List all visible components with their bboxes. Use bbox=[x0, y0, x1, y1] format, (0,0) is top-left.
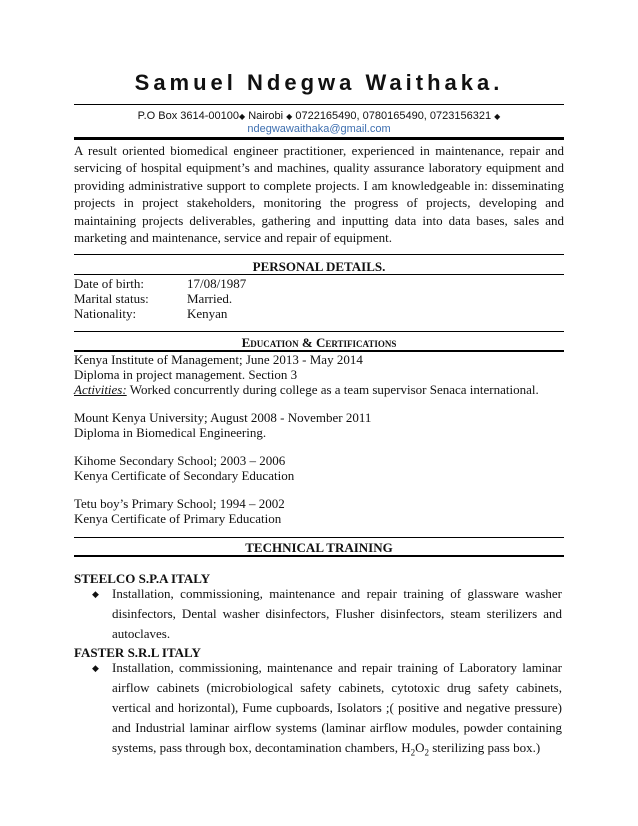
marital-value: Married. bbox=[187, 291, 233, 306]
training-rule-top bbox=[74, 537, 564, 538]
edu-institution: Tetu boy’s Primary School; 1994 – 2002 bbox=[74, 496, 285, 511]
dob-value: 17/08/1987 bbox=[187, 276, 247, 291]
bullet-diamond-icon: ◆ bbox=[92, 589, 99, 599]
contact-line bbox=[0, 110, 638, 122]
edu-award: Kenya Certificate of Primary Education bbox=[74, 511, 282, 526]
nationality-row bbox=[74, 306, 227, 322]
activities-text: Worked concurrently during college as a team supervisor Senaca international. bbox=[126, 382, 539, 397]
marital-label: Marital status: bbox=[74, 291, 149, 306]
bullet-diamond-icon: ◆ bbox=[92, 663, 99, 673]
training-detail-text: Installation, commissioning, maintenance and repair training of Laboratory laminar airflow cabinets (microbiological safety cabinets, cytotoxic drug safety cabinets, vertical and horizontal), Fume cupboards, Isolators ;( positive and negative pressure) and Industrial laminar airflow systems (laminar airflow modules, powder containing systems, pass through box, decontamination chambers, bbox=[112, 660, 562, 755]
dob-row bbox=[74, 276, 246, 292]
nationality-value: Kenyan bbox=[187, 306, 228, 321]
training-item bbox=[92, 658, 562, 763]
training-detail bbox=[112, 658, 562, 763]
email-link[interactable]: ndegwawaithaka@gmail.com bbox=[247, 123, 391, 135]
edu-activities bbox=[74, 382, 539, 398]
training-detail: Installation, commissioning, maintenance and repair training of glassware washer disinfectors, Dental washer disinfectors, Flusher disinfectors, steam sterilizers and autoclaves. bbox=[112, 586, 562, 641]
candidate-name: Samuel Ndegwa Waithaka. bbox=[134, 70, 504, 95]
h2o2-formula: $H_2O_2$ bbox=[401, 740, 429, 758]
separator-icon: ◆ bbox=[494, 112, 501, 121]
training-item bbox=[92, 584, 562, 644]
phone-numbers: 0722165490, 0780165490, 0723156321 bbox=[295, 110, 492, 122]
dob-label: Date of birth: bbox=[74, 276, 145, 291]
edu-award: Diploma in Biomedical Engineering. bbox=[74, 425, 267, 440]
marital-row bbox=[74, 291, 232, 307]
professional-summary: A result oriented biomedical engineer practitioner, experienced in maintenance, repair and servicing of hospital equipment’s and machines, quality assurance laboratory equipment and providing administrative support to complete projects. I am knowledgeable in: disseminating projects in project stakeholders, monitoring the progress of projects, developing and maintaining projects deliverables, gathering and inputting data into data bases, sales and marketing and maintenance, service and repair of equipment. bbox=[74, 143, 564, 246]
personal-details-heading: PERSONAL DETAILS. bbox=[252, 259, 386, 274]
edu-institution: Mount Kenya University; August 2008 - November 2011 bbox=[74, 410, 372, 425]
nationality-label: Nationality: bbox=[74, 306, 137, 321]
training-company: FASTER S.R.L ITALY bbox=[74, 645, 201, 660]
separator-icon: ◆ bbox=[238, 112, 246, 121]
edu-award: Diploma in project management. Section 3 bbox=[74, 367, 298, 382]
edu-institution: Kihome Secondary School; 2003 – 2006 bbox=[74, 453, 286, 468]
edu-institution: Kenya Institute of Management; June 2013 - May 2014 bbox=[74, 352, 363, 367]
technical-training-heading: TECHNICAL TRAINING bbox=[245, 540, 393, 555]
training-rule-bottom bbox=[74, 555, 564, 557]
activities-label: Activities: bbox=[74, 382, 127, 397]
separator-icon: ◆ bbox=[286, 112, 293, 121]
personal-rule-bottom bbox=[74, 274, 564, 275]
city: Nairobi bbox=[248, 110, 284, 122]
personal-rule-top bbox=[74, 254, 564, 255]
edu-award: Kenya Certificate of Secondary Education bbox=[74, 468, 295, 483]
education-rule-top bbox=[74, 331, 564, 332]
header-rule bbox=[74, 104, 564, 105]
postal-address: P.O Box 3614-00100 bbox=[137, 110, 239, 122]
education-heading: Education & Certifications bbox=[241, 335, 397, 350]
summary-top-rule bbox=[74, 137, 564, 140]
training-detail-text: sterilizing pass box.) bbox=[428, 740, 541, 755]
training-company: STEELCO S.P.A ITALY bbox=[74, 571, 211, 586]
